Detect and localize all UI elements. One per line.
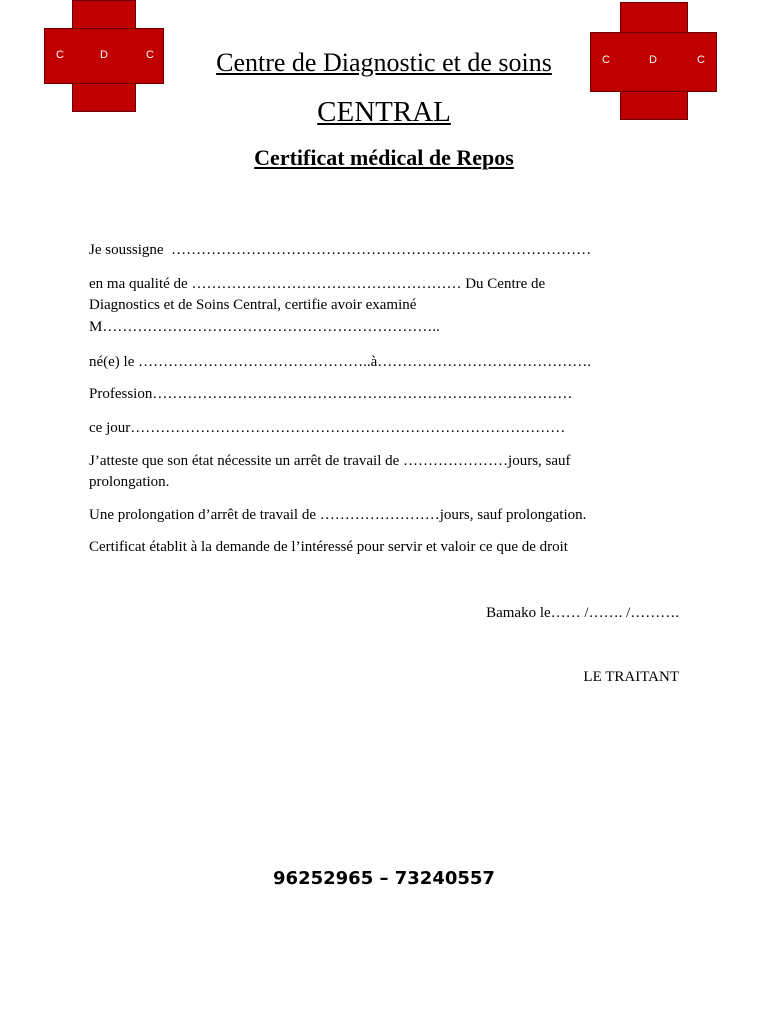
center-name-subtitle: CENTRAL <box>317 96 451 128</box>
certificate-title: Certificat médical de Repos <box>254 145 514 170</box>
center-name-text: Centre de Diagnostic et de soins <box>216 48 552 77</box>
birth-line: né(e) le ………………………………………..à……………………………………. <box>89 354 592 370</box>
quality-line: en ma qualité de ……………………………………………… Du Centre de <box>89 276 546 292</box>
logo-letter: C <box>56 49 64 61</box>
profession-line: Profession………………………………………………………………………… <box>89 386 573 402</box>
undersigned-line: Je soussigne ………………………………………………………………………… <box>89 242 592 258</box>
phone-numbers: 96252965 – 73240557 <box>273 868 495 889</box>
logo-letter: C <box>697 54 705 66</box>
rest-days-line: J’atteste que son état nécessite un arrêt de travail de …………………jours, sauf <box>89 453 571 469</box>
logo-letter: C <box>602 54 610 66</box>
logo-letter: D <box>100 49 108 61</box>
logo-letter: C <box>146 49 154 61</box>
patient-name-line: M………………………………………………………….. <box>89 319 440 335</box>
date-line: ce jour…………………………………………………………………………… <box>89 420 566 436</box>
logo-letter: D <box>649 54 657 66</box>
purpose-line: Certificat établit à la demande de l’intéressé pour servir et valoir ce que de droit <box>89 539 568 555</box>
center-name-title <box>0 48 768 78</box>
quality-line-continued: Diagnostics et de Soins Central, certifie avoir examiné <box>89 297 417 313</box>
signatory-label: LE TRAITANT <box>583 669 679 685</box>
place-date-line: Bamako le…… /……. /………. <box>486 605 679 621</box>
rest-days-line-continued: prolongation. <box>89 474 170 490</box>
extension-line: Une prolongation d’arrêt de travail de ……………………jours, sauf prolongation. <box>89 507 587 523</box>
